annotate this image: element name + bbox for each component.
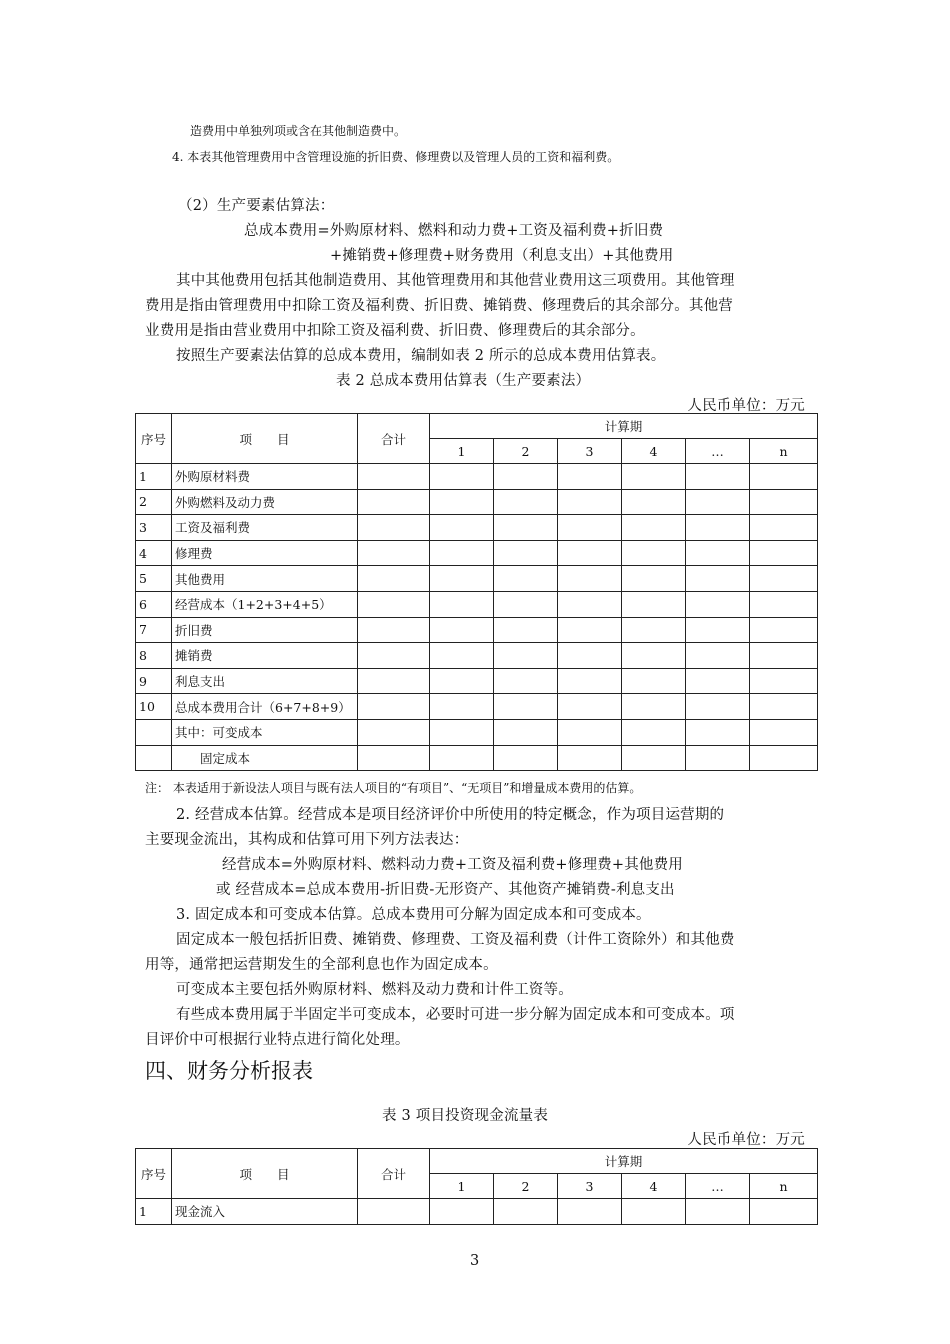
empty-cell — [622, 694, 686, 720]
header-period-col: 2 — [494, 439, 558, 464]
row-seq: 1 — [136, 464, 172, 490]
empty-cell — [622, 719, 686, 745]
table-row — [136, 515, 818, 541]
row-item: 摊销费 — [172, 643, 358, 669]
row-item: 利息支出 — [172, 668, 358, 694]
empty-cell — [358, 566, 430, 592]
empty-cell — [558, 719, 622, 745]
empty-cell — [558, 540, 622, 566]
empty-cell — [686, 617, 750, 643]
formula-operating-cost-alt: 或 经营成本=总成本费用-折旧费-无形资产、其他资产摊销费-利息支出 — [216, 882, 675, 898]
empty-cell — [686, 515, 750, 541]
empty-cell — [430, 643, 494, 669]
empty-cell — [686, 1199, 750, 1225]
empty-cell — [494, 1199, 558, 1225]
row-item: 折旧费 — [172, 617, 358, 643]
empty-cell — [430, 566, 494, 592]
header-item: 项 目 — [172, 1149, 358, 1199]
paragraph-line: 目评价中可根据行业特点进行简化处理。 — [145, 1032, 410, 1048]
row-seq — [136, 719, 172, 745]
table2-body — [136, 464, 818, 771]
empty-cell — [686, 719, 750, 745]
row-seq: 8 — [136, 643, 172, 669]
empty-cell — [686, 668, 750, 694]
header-period-col: … — [686, 439, 750, 464]
note-line-2: 4. 本表其他管理费用中含管理设施的折旧费、修理费以及管理人员的工资和福利费。 — [172, 150, 620, 164]
empty-cell — [494, 540, 558, 566]
table-row — [136, 489, 818, 515]
row-seq: 2 — [136, 489, 172, 515]
table-header-row — [136, 414, 818, 439]
empty-cell — [430, 1199, 494, 1225]
row-seq: 10 — [136, 694, 172, 720]
empty-cell — [430, 464, 494, 490]
empty-cell — [358, 591, 430, 617]
row-seq: 1 — [136, 1199, 172, 1225]
page-number: 3 — [470, 1253, 480, 1269]
empty-cell — [430, 668, 494, 694]
empty-cell — [622, 591, 686, 617]
empty-cell — [494, 745, 558, 771]
empty-cell — [358, 668, 430, 694]
empty-cell — [750, 617, 818, 643]
row-seq: 6 — [136, 591, 172, 617]
empty-cell — [750, 668, 818, 694]
header-total: 合计 — [358, 414, 430, 464]
empty-cell — [558, 1199, 622, 1225]
empty-cell — [686, 643, 750, 669]
empty-cell — [750, 643, 818, 669]
row-seq — [136, 745, 172, 771]
table2-caption: 表 2 总成本费用估算表（生产要素法） — [336, 373, 591, 389]
empty-cell — [358, 694, 430, 720]
empty-cell — [686, 540, 750, 566]
table-row — [136, 745, 818, 771]
empty-cell — [494, 719, 558, 745]
formula-line-2: +摊销费+修理费+财务费用（利息支出）+其他费用 — [330, 248, 674, 264]
empty-cell — [358, 1199, 430, 1225]
row-item: 外购燃料及动力费 — [172, 489, 358, 515]
row-item: 经营成本（1+2+3+4+5） — [172, 591, 358, 617]
paragraph-line: 按照生产要素法估算的总成本费用，编制如表 2 所示的总成本费用估算表。 — [176, 348, 666, 364]
formula-operating-cost: 经营成本=外购原材料、燃料动力费+工资及福利费+修理费+其他费用 — [222, 857, 683, 873]
table-row — [136, 719, 818, 745]
table-row — [136, 668, 818, 694]
row-seq: 7 — [136, 617, 172, 643]
empty-cell — [430, 745, 494, 771]
empty-cell — [622, 1199, 686, 1225]
row-seq: 9 — [136, 668, 172, 694]
method2-heading: （2）生产要素估算法： — [178, 198, 335, 214]
empty-cell — [430, 489, 494, 515]
empty-cell — [494, 643, 558, 669]
empty-cell — [358, 719, 430, 745]
empty-cell — [430, 515, 494, 541]
empty-cell — [494, 464, 558, 490]
empty-cell — [494, 591, 558, 617]
empty-cell — [558, 694, 622, 720]
row-item: 工资及福利费 — [172, 515, 358, 541]
header-period-col: 4 — [622, 439, 686, 464]
empty-cell — [358, 489, 430, 515]
empty-cell — [750, 1199, 818, 1225]
empty-cell — [358, 540, 430, 566]
header-period-col: 4 — [622, 1174, 686, 1199]
row-item: 其他费用 — [172, 566, 358, 592]
empty-cell — [558, 566, 622, 592]
empty-cell — [622, 643, 686, 669]
row-item: 总成本费用合计（6+7+8+9） — [172, 694, 358, 720]
row-seq: 3 — [136, 515, 172, 541]
empty-cell — [558, 745, 622, 771]
row-item: 现金流入 — [172, 1199, 358, 1225]
header-period: 计算期 — [430, 414, 818, 439]
empty-cell — [558, 515, 622, 541]
empty-cell — [494, 489, 558, 515]
paragraph-line: 有些成本费用属于半固定半可变成本，必要时可进一步分解为固定成本和可变成本。项 — [176, 1007, 735, 1023]
paragraph-line: 可变成本主要包括外购原材料、燃料及动力费和计件工资等。 — [176, 982, 573, 998]
table2-unit: 人民币单位：万元 — [687, 398, 805, 414]
table2-note: 注： 本表适用于新设法人项目与既有法人项目的“有项目”、“无项目”和增量成本费用的估算。 — [145, 781, 642, 795]
row-item: 修理费 — [172, 540, 358, 566]
header-period-col: 3 — [558, 439, 622, 464]
empty-cell — [622, 745, 686, 771]
empty-cell — [358, 515, 430, 541]
empty-cell — [558, 591, 622, 617]
table-row — [136, 540, 818, 566]
table3-caption: 表 3 项目投资现金流量表 — [382, 1108, 549, 1124]
table-row — [136, 1199, 818, 1225]
empty-cell — [750, 591, 818, 617]
empty-cell — [686, 694, 750, 720]
empty-cell — [558, 617, 622, 643]
header-item: 项 目 — [172, 414, 358, 464]
header-period-col: 1 — [430, 439, 494, 464]
empty-cell — [750, 694, 818, 720]
table3-body — [136, 1199, 818, 1225]
empty-cell — [750, 719, 818, 745]
empty-cell — [686, 489, 750, 515]
empty-cell — [686, 591, 750, 617]
header-seq: 序号 — [136, 1149, 172, 1199]
table-row — [136, 591, 818, 617]
empty-cell — [686, 464, 750, 490]
row-item: 外购原材料费 — [172, 464, 358, 490]
empty-cell — [750, 566, 818, 592]
table-row — [136, 694, 818, 720]
table-row — [136, 617, 818, 643]
row-item: 固定成本 — [172, 745, 358, 771]
empty-cell — [622, 540, 686, 566]
empty-cell — [358, 643, 430, 669]
header-period-col: 3 — [558, 1174, 622, 1199]
formula-line-1: 总成本费用=外购原材料、燃料和动力费+工资及福利费+折旧费 — [244, 223, 664, 239]
header-period: 计算期 — [430, 1149, 818, 1174]
header-period-col: n — [750, 439, 818, 464]
header-period-col: 1 — [430, 1174, 494, 1199]
paragraph-line: 固定成本一般包括折旧费、摊销费、修理费、工资及福利费（计件工资除外）和其他费 — [176, 932, 735, 948]
paragraph-line: 用等，通常把运营期发生的全部利息也作为固定成本。 — [145, 957, 498, 973]
paragraph-line: 2. 经营成本估算。经营成本是项目经济评价中所使用的特定概念，作为项目运营期的 — [176, 807, 725, 823]
empty-cell — [494, 515, 558, 541]
empty-cell — [750, 515, 818, 541]
paragraph-line: 费用是指由管理费用中扣除工资及福利费、折旧费、摊销费、修理费后的其余部分。其他营 — [145, 298, 733, 314]
empty-cell — [430, 617, 494, 643]
header-period-col: n — [750, 1174, 818, 1199]
empty-cell — [686, 566, 750, 592]
empty-cell — [558, 464, 622, 490]
header-period-col: 2 — [494, 1174, 558, 1199]
empty-cell — [430, 540, 494, 566]
header-period-col: … — [686, 1174, 750, 1199]
table-header-row — [136, 1149, 818, 1174]
empty-cell — [686, 745, 750, 771]
empty-cell — [430, 694, 494, 720]
empty-cell — [750, 540, 818, 566]
empty-cell — [558, 643, 622, 669]
empty-cell — [622, 489, 686, 515]
empty-cell — [558, 668, 622, 694]
empty-cell — [430, 591, 494, 617]
row-seq: 5 — [136, 566, 172, 592]
empty-cell — [358, 617, 430, 643]
empty-cell — [358, 464, 430, 490]
paragraph-line: 3. 固定成本和可变成本估算。总成本费用可分解为固定成本和可变成本。 — [176, 907, 651, 923]
empty-cell — [622, 515, 686, 541]
paragraph-line: 其中其他费用包括其他制造费用、其他管理费用和其他营业费用这三项费用。其他管理 — [176, 273, 735, 289]
empty-cell — [494, 668, 558, 694]
empty-cell — [430, 719, 494, 745]
paragraph-line: 主要现金流出，其构成和估算可用下列方法表达： — [145, 832, 469, 848]
empty-cell — [622, 566, 686, 592]
row-seq: 4 — [136, 540, 172, 566]
empty-cell — [750, 745, 818, 771]
empty-cell — [622, 617, 686, 643]
header-seq: 序号 — [136, 414, 172, 464]
empty-cell — [750, 464, 818, 490]
header-total: 合计 — [358, 1149, 430, 1199]
paragraph-line: 业费用是指由营业费用中扣除工资及福利费、折旧费、修理费后的其余部分。 — [145, 323, 645, 339]
cash-flow-table — [135, 1148, 818, 1225]
note-line-1: 造费用中单独列项或含在其他制造费中。 — [190, 124, 407, 138]
empty-cell — [558, 489, 622, 515]
table3-unit: 人民币单位：万元 — [687, 1132, 805, 1148]
empty-cell — [494, 617, 558, 643]
table-row — [136, 464, 818, 490]
empty-cell — [750, 489, 818, 515]
empty-cell — [622, 464, 686, 490]
empty-cell — [358, 745, 430, 771]
empty-cell — [622, 668, 686, 694]
section-heading: 四、财务分析报表 — [145, 1059, 313, 1083]
empty-cell — [494, 566, 558, 592]
empty-cell — [494, 694, 558, 720]
table-row — [136, 566, 818, 592]
table-row — [136, 643, 818, 669]
cost-estimate-table — [135, 413, 818, 771]
row-item: 其中：可变成本 — [172, 719, 358, 745]
